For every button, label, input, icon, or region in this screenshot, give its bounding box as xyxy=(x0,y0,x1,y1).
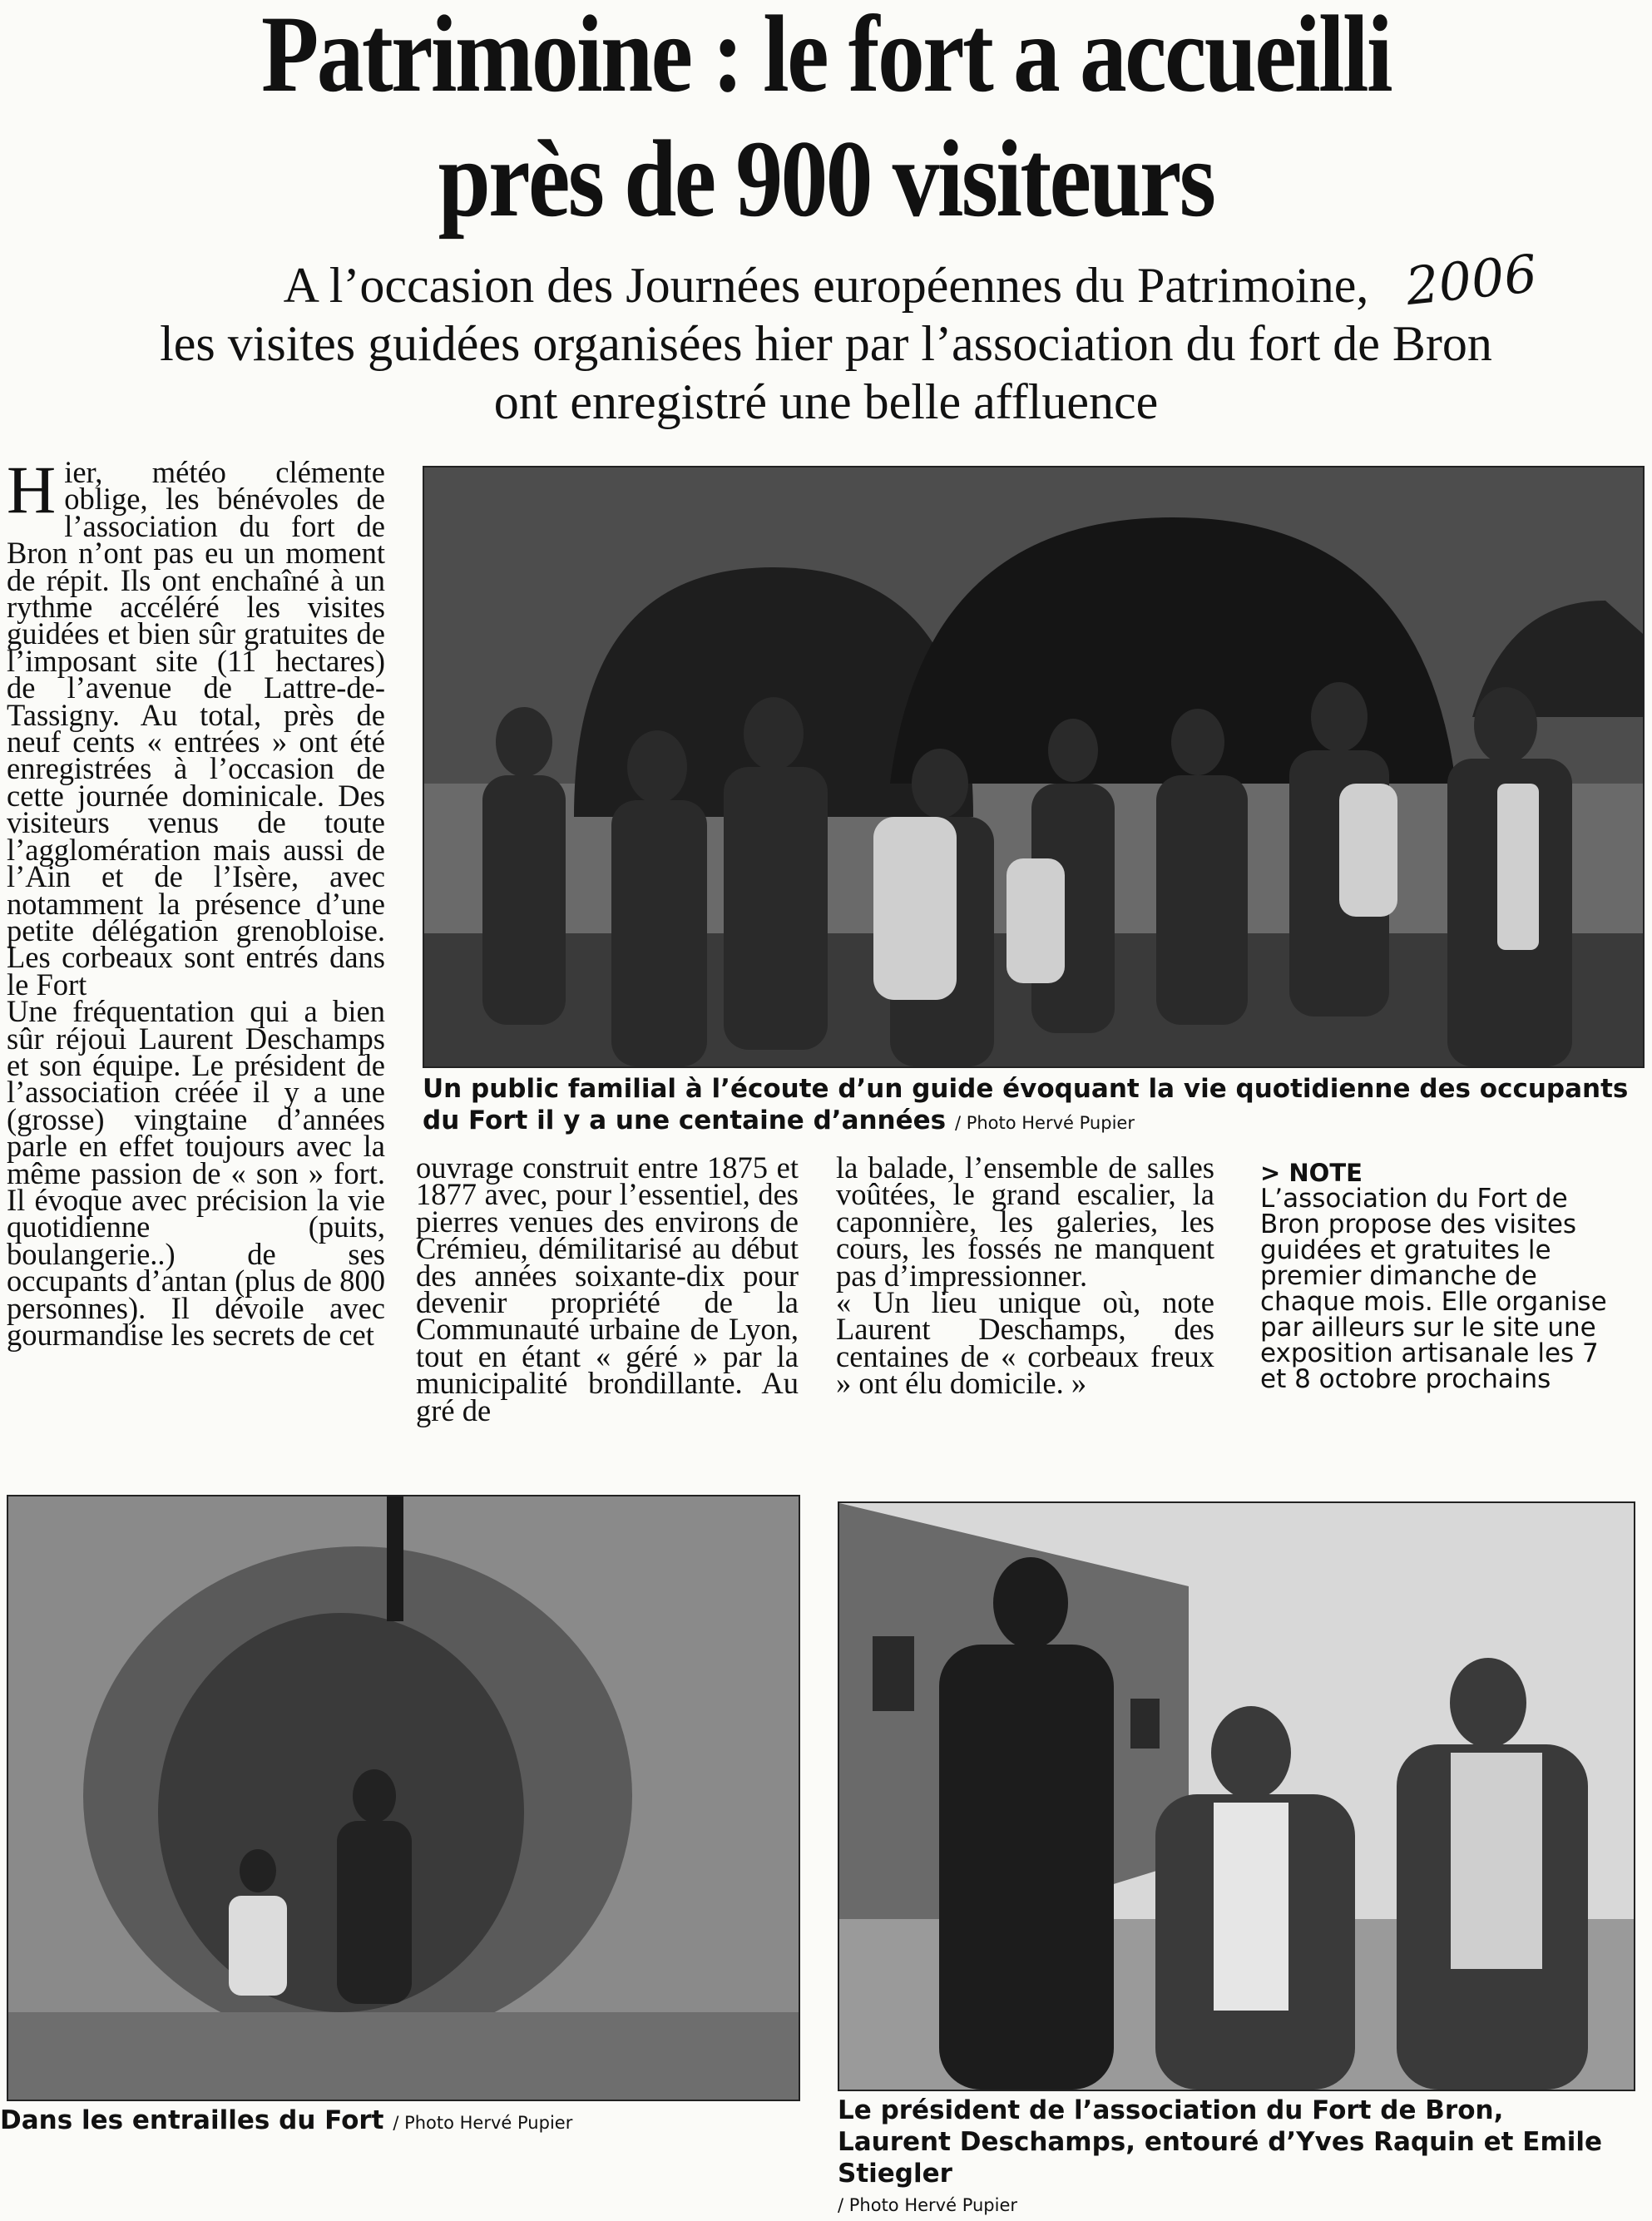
article-paragraph-lead xyxy=(7,452,385,1002)
note-text: L’association du Fort de Bron propose des visites guidées et gratuites le premier dimanche de chaque mois. Elle organise par ailleurs sur le site une exposition artisanale les 7 et 8 octobre prochains xyxy=(1260,1184,1607,1394)
bottom-right-photo-credit: / Photo Hervé Pupier xyxy=(838,2195,1018,2215)
bottom-right-caption-line-1: Le président de l’association du Fort de Bron, xyxy=(838,2095,1504,2125)
bottom-right-photo-image xyxy=(839,1503,1634,2090)
note-box xyxy=(1260,1160,1630,1392)
bottom-left-photo-image xyxy=(8,1496,799,2100)
bottom-left-caption-text: Dans les entrailles du Fort xyxy=(0,2105,384,2135)
main-photo-image xyxy=(424,467,1643,1066)
article-column-2-text: ouvrage construit entre 1875 et 1877 avec, pour l’essentiel, des pierres venues des environs de Crémieu, démilitarisé au début des années soixante-dix pour devenir propriété de la Communauté urbaine de Lyon, tout en étant « géré » par la municipalité brondillante. Au gré de xyxy=(416,1150,799,1427)
subheadline-line-1: A l’occasion des Journées européennes du Patrimoine, xyxy=(283,258,1369,313)
subheadline xyxy=(0,256,1652,431)
headline xyxy=(116,0,1536,241)
subheadline-line-3: ont enregistré une belle affluence xyxy=(493,374,1159,429)
bottom-right-photo xyxy=(838,1501,1635,2091)
headline-line-1: Patrimoine : le fort a accueilli xyxy=(260,0,1391,115)
note-label: > NOTE xyxy=(1260,1159,1363,1187)
drop-cap: H xyxy=(7,452,57,527)
main-photo-caption xyxy=(423,1073,1641,1139)
bottom-left-photo xyxy=(7,1495,800,2101)
bottom-right-caption-line-2: Laurent Deschamps, entouré d’Yves Raquin et Emile Stiegler xyxy=(838,2127,1603,2189)
bottom-left-photo-credit: / Photo Hervé Pupier xyxy=(393,2113,573,2133)
article-column-3-paragraph-2: « Un lieu unique où, note Laurent Deschamps, des centaines de « corbeaux freux » ont élu domicile. » xyxy=(836,1285,1214,1401)
bottom-right-caption xyxy=(838,2095,1649,2221)
article-column-1 xyxy=(7,452,385,1352)
article-column-3 xyxy=(836,1150,1214,1401)
article-lead-text: ier, météo clémente oblige, les bénévoles de l’association du fort de Bron n’ont pas eu un moment de répit. Ils ont enchaîné à un rythme accéléré les visites guidées et bien sûr gratuites de l’imposant site (11 hectares) de l’avenue de Lattre-de-Tassigny. Au total, près de neuf cents « entrées » ont été enregistrées à l’occasion de cette journée dominicale. Des visiteurs venus de toute l’agglomération mais aussi de l’Ain et de l’Isère, avec notamment la présence d’une petite délégation grenobloise. Les corbeaux sont entrés dans le Fort xyxy=(7,455,385,1002)
article-column-3-paragraph-1: la balade, l’ensemble de salles voûtées, le grand escalier, la caponnière, les galeries, les cours, les fossés ne manquent pas d’impressionner. xyxy=(836,1150,1214,1293)
article-column-2 xyxy=(416,1150,799,1427)
main-photo-caption-text: Un public familial à l’écoute d’un guide évoquant la vie quotidienne des occupants du Fort il y a une centaine d’années xyxy=(423,1074,1629,1135)
main-photo-credit: / Photo Hervé Pupier xyxy=(954,1113,1135,1133)
subheadline-line-2: les visites guidées organisées hier par l’association du fort de Bron xyxy=(160,316,1492,371)
headline-line-2: près de 900 visiteurs xyxy=(438,117,1214,240)
main-photo xyxy=(423,466,1645,1068)
article-paragraph-2: Une fréquentation qui a bien sûr réjoui Laurent Deschamps et son équipe. Le président de l’association créée il y a une (grosse) vingtaine d’années parle en effet toujours avec la même passion de « son » fort. Il évoque avec précision la vie quotidienne (puits, boulangerie..) de ses occupants d’antan (plus de 800 personnes). Il dévoile avec gourmandise les secrets de cet xyxy=(7,994,385,1352)
handwritten-year-annotation: 2006 xyxy=(1402,242,1541,318)
bottom-left-caption xyxy=(0,2105,832,2139)
